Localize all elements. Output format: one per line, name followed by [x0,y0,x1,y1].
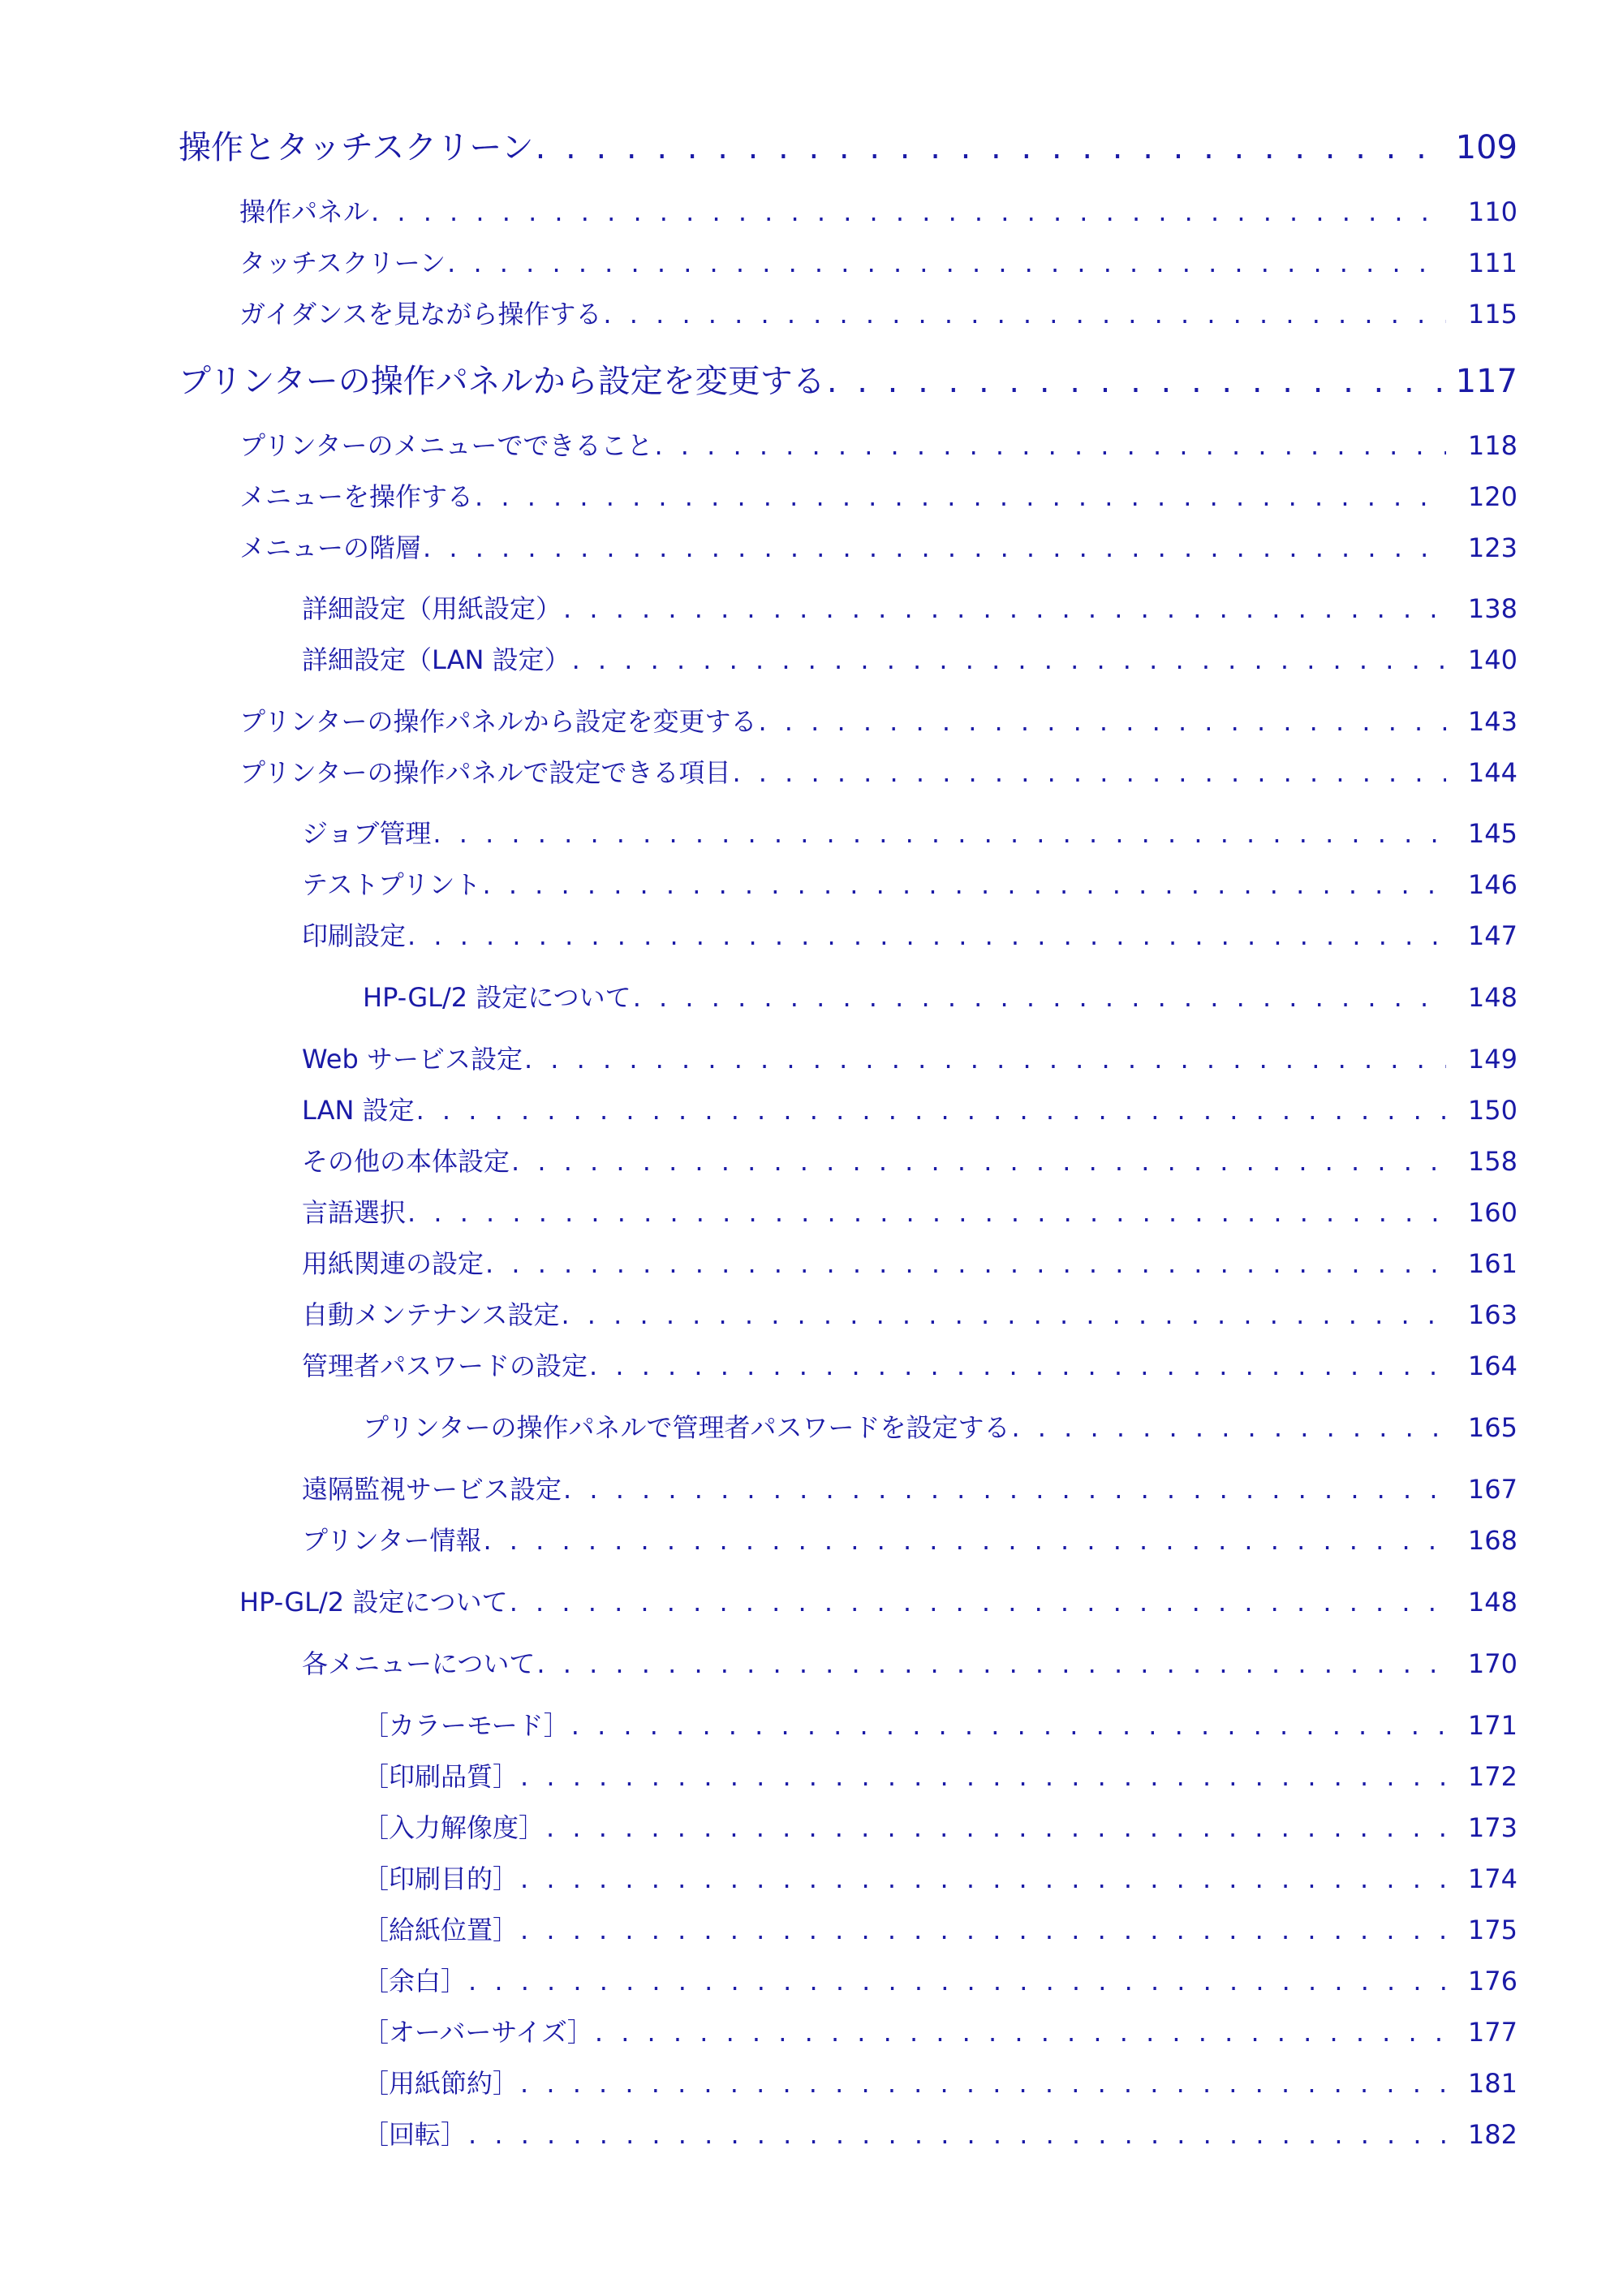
dot-leader [468,1966,1446,1997]
toc-entry-title: HP-GL/2 設定について [239,1587,508,1618]
toc-entry[interactable] [239,1582,1518,1619]
toc-entry-page: 111 [1467,248,1518,278]
toc-entry[interactable] [239,192,1518,229]
toc-entry-page: 115 [1467,299,1518,330]
toc-entry-title: 管理者パスワードの設定 [302,1350,588,1381]
toc-entry[interactable] [363,977,1518,1014]
toc-entry-title: テストプリント [302,869,481,900]
toc-entry-title: プリンターの操作パネルから設定を変更する [239,706,757,737]
toc-entry[interactable] [363,1807,1518,1845]
dot-leader [732,757,1446,788]
toc-entry-page: 176 [1467,1966,1518,1997]
dot-leader [536,1648,1446,1679]
toc-entry-title: 自動メンテナンス設定 [302,1299,560,1330]
toc-entry[interactable] [302,1520,1518,1557]
toc-entry-title: ［回転］ [363,2119,467,2150]
toc-entry-page: 161 [1467,1248,1518,1279]
toc-entry-page: 167 [1467,1474,1518,1505]
dot-leader [524,1044,1446,1075]
toc-entry-page: 143 [1467,706,1518,737]
toc-entry[interactable] [179,122,1518,168]
toc-entry-page: 160 [1467,1197,1518,1228]
toc-entry-page: 171 [1467,1710,1518,1741]
toc-entry-title: ［オーバーサイズ］ [363,2017,593,2048]
toc-entry[interactable] [363,1705,1518,1742]
dot-leader [482,869,1446,900]
toc-entry[interactable] [363,2012,1518,2049]
dot-leader [571,1710,1446,1741]
toc-entry-title: LAN 設定 [302,1095,415,1126]
dot-leader [546,1812,1446,1843]
toc-entry-page: 123 [1467,532,1518,563]
toc-entry-page: 120 [1467,481,1518,512]
toc-entry-page: 147 [1467,920,1518,951]
toc-entry-page: 109 [1455,129,1518,166]
toc-entry-title: ジョブ管理 [302,818,432,849]
dot-leader [563,1474,1446,1505]
toc-entry-title: プリンターの操作パネルから設定を変更する [179,363,825,400]
dot-leader [468,2119,1446,2150]
toc-entry[interactable] [363,2114,1518,2152]
dot-leader [654,430,1446,461]
toc-entry-title: 詳細設定（LAN 設定） [302,644,570,675]
dot-leader [572,644,1446,675]
toc-entry[interactable] [302,1090,1518,1127]
dot-leader [485,1248,1446,1279]
toc-entry[interactable] [302,640,1518,677]
toc-entry-page: 182 [1467,2119,1518,2150]
toc-entry-title: 言語選択 [302,1197,407,1228]
toc-entry-page: 118 [1467,430,1518,461]
dot-leader [561,1299,1446,1330]
toc-entry[interactable] [302,1039,1518,1076]
toc-entry-page: 145 [1467,818,1518,849]
toc-entry-title: プリンターの操作パネルで設定できる項目 [239,757,731,788]
toc-entry-title: ［印刷品質］ [363,1761,519,1792]
dot-leader [510,1587,1446,1618]
toc-entry-title: 操作とタッチスクリーン [179,129,534,166]
toc-entry-page: 168 [1467,1525,1518,1556]
toc-entry[interactable] [302,915,1518,953]
toc-entry-title: プリンターのメニューでできること [239,430,653,461]
toc-entry[interactable] [302,1141,1518,1178]
toc-entry-title: ［給紙位置］ [363,1915,519,1945]
toc-entry-page: 146 [1467,869,1518,900]
dot-leader [520,1761,1446,1792]
toc-entry-title: 操作パネル [239,196,370,227]
dot-leader [563,593,1446,624]
dot-leader [475,481,1446,512]
dot-leader [371,196,1446,227]
toc-entry-title: ［用紙節約］ [363,2068,519,2099]
toc-entry-title: その他の本体設定 [302,1146,510,1177]
toc-entry-title: プリンター情報 [302,1525,482,1556]
toc-entry[interactable] [239,752,1518,790]
toc-entry[interactable] [239,476,1518,514]
toc-entry-title: ［入力解像度］ [363,1812,545,1843]
toc-entry[interactable] [239,243,1518,280]
toc-entry[interactable] [179,355,1518,402]
toc-entry-title: 用紙関連の設定 [302,1248,484,1279]
toc-entry[interactable] [302,1294,1518,1332]
toc-entry-page: 173 [1467,1812,1518,1843]
dot-leader [520,1915,1446,1945]
toc-entry-page: 148 [1467,1587,1518,1618]
toc-entry-page: 174 [1467,1863,1518,1894]
toc-entry[interactable] [302,813,1518,851]
toc-entry-title: 印刷設定 [302,920,407,951]
toc-entry-page: 149 [1467,1044,1518,1075]
dot-leader [447,248,1446,278]
dot-leader [827,363,1446,400]
toc-entry[interactable] [363,2063,1518,2100]
toc-entry-title: 詳細設定（用紙設定） [302,593,562,624]
toc-entry[interactable] [363,1756,1518,1794]
dot-leader [589,1350,1446,1381]
dot-leader [595,2017,1446,2048]
toc-entry-title: ［印刷目的］ [363,1863,519,1894]
toc-entry-title: メニューを操作する [239,481,474,512]
toc-entry-page: 172 [1467,1761,1518,1792]
toc-entry-page: 177 [1467,2017,1518,2048]
toc-entry-page: 175 [1467,1915,1518,1945]
dot-leader [423,532,1446,563]
toc-entry-title: タッチスクリーン [239,248,446,278]
toc-entry-title: ［余白］ [363,1966,467,1997]
dot-leader [483,1525,1446,1556]
toc-entry[interactable] [363,1910,1518,1947]
toc-entry-page: 148 [1467,982,1518,1013]
dot-leader [603,299,1446,330]
toc-entry[interactable] [239,294,1518,331]
dot-leader [520,1863,1446,1894]
toc-entry-title: ガイダンスを見ながら操作する [239,299,602,330]
toc-entry-title: 各メニューについて [302,1648,536,1679]
toc-entry-page: 140 [1467,644,1518,675]
toc-entry-title: Web サービス設定 [302,1044,523,1075]
toc-entry[interactable] [239,425,1518,463]
toc-entry[interactable] [302,1192,1518,1230]
toc-entry-title: 遠隔監視サービス設定 [302,1474,562,1505]
toc-entry[interactable] [302,1469,1518,1506]
toc-entry-page: 165 [1467,1412,1518,1443]
toc-entry[interactable] [302,1346,1518,1383]
dot-leader [758,706,1446,737]
toc-entry-page: 163 [1467,1299,1518,1330]
toc-entry-page: 170 [1467,1648,1518,1679]
toc-entry[interactable] [239,528,1518,565]
toc-entry-page: 164 [1467,1350,1518,1381]
dot-leader [433,818,1446,849]
dot-leader [511,1146,1446,1177]
dot-leader [407,920,1446,951]
toc-entry[interactable] [363,1407,1518,1445]
dot-leader [536,129,1446,166]
toc-entry[interactable] [363,1859,1518,1896]
toc-entry[interactable] [363,1961,1518,1998]
toc-entry-title: HP-GL/2 設定について [363,982,631,1013]
toc-entry-page: 158 [1467,1146,1518,1177]
toc-entry[interactable] [302,1643,1518,1681]
dot-leader [520,2068,1446,2099]
toc-entry-page: 150 [1467,1095,1518,1126]
toc-entry[interactable] [302,1243,1518,1281]
toc-entry[interactable] [302,864,1518,902]
dot-leader [1011,1412,1446,1443]
toc-entry-page: 144 [1467,757,1518,788]
dot-leader [407,1197,1446,1228]
toc-entry-page: 117 [1455,363,1518,400]
toc-entry-title: メニューの階層 [239,532,422,563]
toc-entry[interactable] [302,588,1518,626]
toc-entry-page: 181 [1467,2068,1518,2099]
toc-entry-page: 110 [1467,196,1518,227]
dot-leader [633,982,1446,1013]
toc-entry[interactable] [239,701,1518,739]
dot-leader [416,1095,1446,1126]
toc-entry-title: プリンターの操作パネルで管理者パスワードを設定する [363,1412,1010,1443]
toc-entry-title: ［カラーモード］ [363,1710,570,1741]
toc-entry-page: 138 [1467,593,1518,624]
